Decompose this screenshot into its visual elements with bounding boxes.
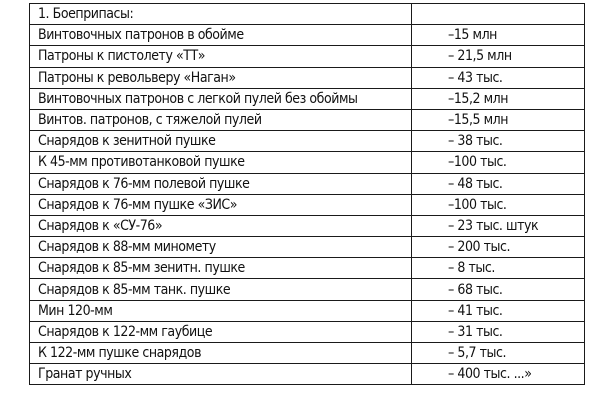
header-empty-cell bbox=[412, 4, 585, 25]
item-name: Мин 120-мм bbox=[30, 300, 412, 321]
table-row bbox=[30, 279, 585, 300]
table-row bbox=[30, 67, 585, 88]
table-row bbox=[30, 194, 585, 215]
item-quantity: – 41 тыс. bbox=[412, 300, 585, 321]
item-name: Снарядов к 85-мм зенитн. пушке bbox=[30, 258, 412, 279]
table-row bbox=[30, 152, 585, 173]
item-name: Винтов. патронов, с тяжелой пулей bbox=[30, 109, 412, 130]
table-row bbox=[30, 321, 585, 342]
item-name: Гранат ручных bbox=[30, 364, 412, 385]
ammunition-table bbox=[29, 3, 585, 385]
item-quantity: – 23 тыс. штук bbox=[412, 215, 585, 236]
item-quantity: – 38 тыс. bbox=[412, 131, 585, 152]
item-quantity: –100 тыс. bbox=[412, 194, 585, 215]
item-quantity: – 48 тыс. bbox=[412, 173, 585, 194]
section-title: 1. Боеприпасы: bbox=[30, 4, 412, 25]
item-quantity: – 8 тыс. bbox=[412, 258, 585, 279]
table-row bbox=[30, 215, 585, 236]
item-name: Снарядов к 76-мм пушке «ЗИС» bbox=[30, 194, 412, 215]
table-row bbox=[30, 343, 585, 364]
item-name: К 122-мм пушке снарядов bbox=[30, 343, 412, 364]
item-name: Снарядов к 122-мм гаубице bbox=[30, 321, 412, 342]
item-quantity: – 31 тыс. bbox=[412, 321, 585, 342]
item-name: Снарядов к 88-мм минометy bbox=[30, 237, 412, 258]
item-name: Снарядов к 76-мм полевой пушке bbox=[30, 173, 412, 194]
table-row bbox=[30, 258, 585, 279]
item-name: Снарядов к 85-мм танк. пушке bbox=[30, 279, 412, 300]
item-quantity: –15,5 млн bbox=[412, 109, 585, 130]
item-quantity: – 200 тыс. bbox=[412, 237, 585, 258]
item-name: Винтовочных патронов в обойме bbox=[30, 25, 412, 46]
table-row bbox=[30, 173, 585, 194]
item-name: Снарядов к зенитной пушке bbox=[30, 131, 412, 152]
item-name: Патроны к пистолету «ТТ» bbox=[30, 46, 412, 67]
item-quantity: –15,2 млн bbox=[412, 88, 585, 109]
table-row bbox=[30, 131, 585, 152]
table-row bbox=[30, 109, 585, 130]
item-quantity: – 43 тыс. bbox=[412, 67, 585, 88]
table-row bbox=[30, 237, 585, 258]
item-name: К 45-мм противотанковой пушке bbox=[30, 152, 412, 173]
table-row bbox=[30, 300, 585, 321]
item-quantity: –100 тыс. bbox=[412, 152, 585, 173]
item-name: Снарядов к «СУ-76» bbox=[30, 215, 412, 236]
item-quantity: –15 млн bbox=[412, 25, 585, 46]
item-quantity: – 68 тыс. bbox=[412, 279, 585, 300]
ammunition-table-body bbox=[30, 4, 585, 385]
item-quantity: – 400 тыс. ...» bbox=[412, 364, 585, 385]
table-header-row bbox=[30, 4, 585, 25]
item-quantity: – 5,7 тыс. bbox=[412, 343, 585, 364]
table-row bbox=[30, 46, 585, 67]
table-row bbox=[30, 25, 585, 46]
table-row bbox=[30, 364, 585, 385]
item-name: Патроны к револьверу «Наган» bbox=[30, 67, 412, 88]
item-name: Винтовочных патронов с легкой пулей без обоймы bbox=[30, 88, 412, 109]
table-row bbox=[30, 88, 585, 109]
item-quantity: – 21,5 млн bbox=[412, 46, 585, 67]
